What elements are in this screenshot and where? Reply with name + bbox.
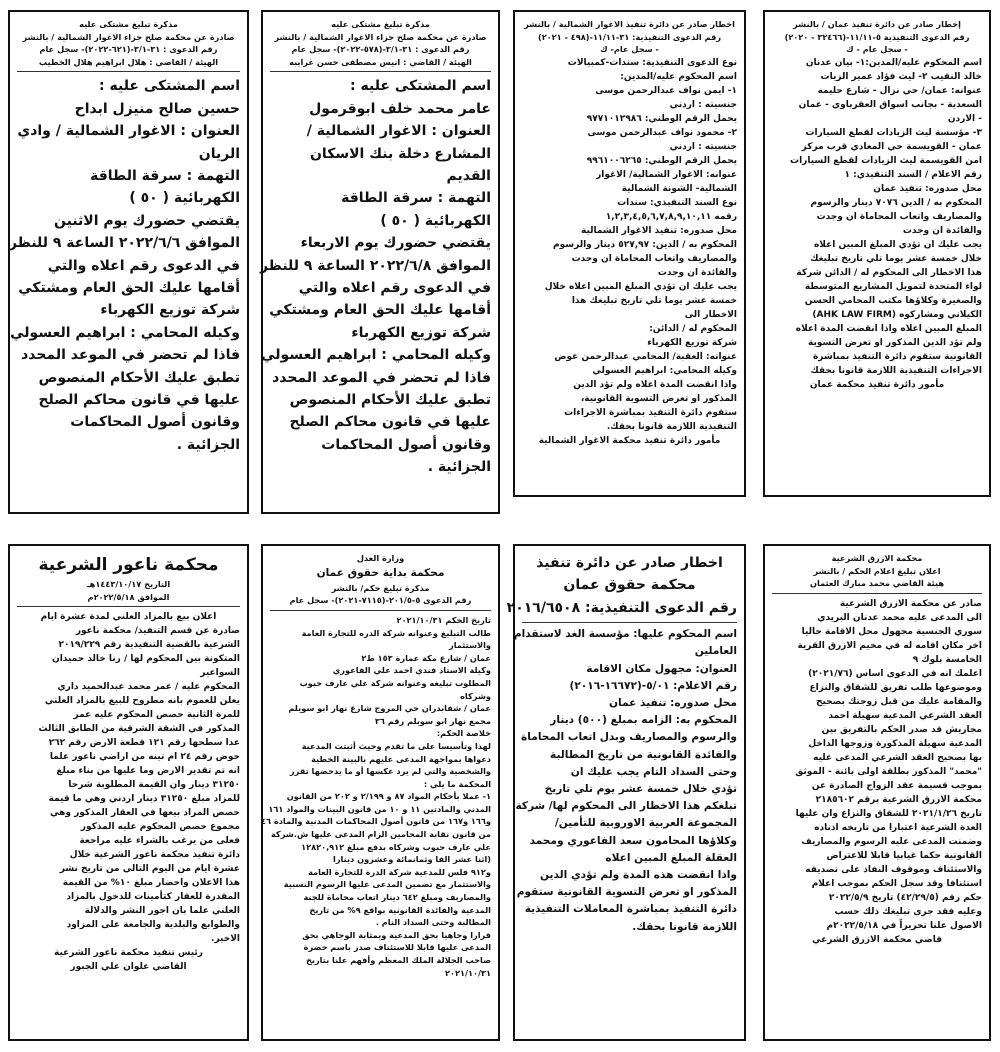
notice-line: والاستثمار مع تضمين المدعى عليها الرسوم النسبية	[283, 879, 491, 890]
notice-line: وحتى السداد التام يجب عليك ان	[570, 765, 737, 778]
notice-line: الاصول علنا تحريراً في ٢٠٢٢/٥/١٨م	[826, 920, 982, 931]
notice-header-line: هيئة القاضي محمد مبارك العثمان	[809, 578, 945, 589]
notice-line: المتكونة بين المحكوم لها / رنا خالد حميدان	[52, 654, 240, 665]
notice-line: ٢- محمود نواف عبدالرحمن موسى	[587, 127, 737, 138]
notice-line: و٩١٢ فلس للمدعية شركة الدرة للتجارة العامة	[308, 866, 491, 877]
notice-line: المحكوم به: الزامه بمبلغ (٥٠٠) دينار	[550, 714, 737, 727]
notice-line: خلال خمسة عشر يوما تلي تاريخ تبليغك	[810, 253, 982, 264]
notice-line: يقتضي حضورك يوم الاثنين	[54, 212, 240, 229]
notice-line: الكهربائية ( ٥٠ )	[380, 212, 491, 229]
notice-line: فعلى من يرغب بالشراء عليه مراجعة	[79, 836, 240, 847]
notice-line: المدعية سهيلة المذكورة وزوجها الداخل	[808, 738, 982, 749]
notice-line: عليها في قانون محاكم الصلح	[38, 392, 240, 409]
notice-line: حوض رقم ٢٤ ام تينه من اراضي ناعور علما	[49, 752, 240, 763]
notice-line: ولم تؤد الدين المذكور او تعرض التسوية	[808, 337, 982, 348]
notice-line: المذكور في الشقة الشرقية من الطابق الثالث	[38, 724, 240, 735]
notice-line: لهذا وتأسيسا على ما تقدم وحيث أثبتت المدعية	[301, 740, 491, 751]
notice-line: اسم المشتكى عليه :	[350, 78, 491, 95]
notice-line: والمقامة عليك من قبل زوجتك بصحيح	[815, 696, 982, 707]
notice-line: تبلغكم هذا الاخطار الى المحكوم لها/ شركة	[515, 800, 737, 813]
notice-line: والرسوم والمصاريف وبدل اتعاب المحاماة	[521, 731, 737, 744]
notice-line: المدعية والفائدة القانونية بواقع ٩% من تاريخ	[309, 904, 491, 915]
notice-line: والمصاريف واتعاب المحاماة ان وجدت	[571, 253, 737, 264]
notice-line: وكلاؤها المحامون سعد الفاعوري ومحمد	[529, 834, 737, 847]
notice-line: ٣١٢٥٠ دينار وان القيمة المطلوبة شرحا	[68, 780, 240, 791]
notice-line: وكيله المحامي : ابراهيم العسولي	[10, 324, 240, 341]
notice-amman-execution	[763, 10, 991, 497]
notice-line: اسم المحكوم عليها: مؤسسة الغد لاستقدام	[513, 628, 737, 641]
notice-line: الخامسة بلوك ٩	[912, 654, 982, 665]
notice-line: صادر عن محكمة الازرق الشرعية	[839, 598, 982, 609]
notice-line: العلني علما بان اجور النشر والدلالة	[84, 906, 240, 917]
notice-line: القانونية حكما غيابيا قابلا للاعتراض	[826, 850, 982, 861]
notice-line: وقانون أصول المحاكمات	[321, 436, 491, 453]
notice-line: ستقوم دائرة التنفيذ بمباشرة الاجراءات	[564, 407, 737, 418]
notice-defendant-summons-hussein	[8, 10, 249, 514]
notice-line: عليها في قانون محاكم الصلح	[289, 414, 491, 431]
notice-line: الجزائية .	[176, 436, 240, 453]
notice-line: رقم الاعلام / السند التنفيذي: ١	[844, 169, 982, 180]
notice-line: ٢٠٢١/١٠/٣١	[445, 967, 491, 978]
notice-line: المحكوم عليه / عمر محمد عبدالحميد داري	[57, 682, 240, 693]
notice-line: طالب التبليغ وعنوانه شركة الدره للتجارة العامة	[301, 627, 491, 638]
notice-title: مذكرة تبليغ مشتكى عليه	[331, 19, 430, 29]
notice-line: والمصاريف واتعاب المحاماة ان وجدت	[816, 211, 982, 222]
notice-line: المبلغ المبين اعلاه واذا انقضت المدة اعلاه	[795, 323, 982, 334]
notice-body	[8, 18, 240, 456]
notice-header-line: رقم الدعوى : ٣١-٣/١-(٦٢١-٢٠٢٢)- سجل عام	[39, 44, 218, 55]
notice-line: العدة الشرعية اعتبارا من تاريخه اذناده	[814, 822, 982, 833]
notice-line: المشارع دخلة بنك الاسكان	[309, 145, 491, 162]
notice-defendant-summons-amer	[261, 10, 500, 514]
notice-north-jordan-valley-execution	[513, 10, 746, 497]
notice-header-line: الهيئة / القاضي : انيس مصطفى حسن غرايبه	[289, 56, 472, 67]
notice-line: صاحب الجلالة الملك المعظم وأفهم علنا بتاريخ	[305, 955, 491, 966]
notice-body	[506, 552, 737, 936]
notice-line: اعلان بيع بالمزاد العلني لمدة عشرة ايام	[40, 612, 217, 623]
notice-line: التهمة : سرقة الطاقة	[341, 190, 491, 207]
notice-line: وقانون أصول المحاكمات	[70, 414, 240, 431]
notice-line: اللازمة قانونا بحقك.	[632, 920, 737, 933]
header-divider	[772, 593, 982, 594]
notice-line: والاستثمار	[448, 640, 491, 651]
notice-line: بها بصحيح العقد الشرعي المدعى عليه	[813, 752, 982, 763]
notice-line: مأمور دائرة تنفيذ محكمة عمان	[809, 379, 945, 390]
notice-line: واذا انقضت هذه المدة ولم تؤدي الدين	[540, 869, 737, 882]
notice-line: اسم المشتكى عليه :	[99, 78, 240, 95]
notice-line: محكمة الازرق الشرعية برقم ٢١٨٥٦٠٢	[815, 794, 982, 805]
notice-header-line: الموافق ٢٠٢٢/٥/١٨م	[87, 591, 170, 602]
notice-line: وشركاه	[460, 690, 491, 701]
notice-line: للمرة الثانية حصص المحكوم عليه عمر	[73, 710, 240, 721]
notice-line: عنوانه: الاغوار الشمالية/ الاغوار	[596, 169, 737, 180]
notice-line: مأمور دائرة تنفيذ محكمة الاغوار الشمالية	[538, 435, 721, 446]
notice-line: شركة توزيع الكهرباء	[351, 324, 491, 341]
notice-line: المدعى عليها قابلا للاستئناف صدر باسم حضرة	[303, 942, 491, 953]
notice-line: امن القويسمة ليث الزيادات لقطع السيارات	[790, 155, 982, 166]
notice-line: قرارا وجاهيا بحق المدعية وبمثابة الوجاهي بحق	[302, 929, 491, 940]
notice-line: مجاريش قد صدر الحكم بالتفريق بين	[821, 724, 982, 735]
notice-header-line: الهيئة / القاضي : هلال ابراهيم هلال الخطيب	[38, 56, 219, 67]
notice-line: فاذا لم تحضر في الموعد المحدد	[21, 347, 240, 364]
notice-title: محكمة ناعور الشرعية	[38, 555, 219, 575]
notice-line: أقامها عليك الحق العام ومشتكي	[269, 302, 491, 319]
notice-line: الموافق ٢٠٢٢/٦/٦ الساعة ٩ للنظر	[8, 235, 240, 252]
notice-header-line: صادرة عن محكمة صلح جزاء الاغوار الشمالية / بالنشر	[22, 31, 235, 42]
notice-header-line: صادرة عن محكمة صلح جزاء الاغوار الشمالية / بالنشر	[274, 31, 487, 42]
notice-line: ١- ايمن نواف عبدالرحمن موسى	[595, 85, 737, 96]
notice-line: الشمالية- الشونة الشمالية	[621, 183, 737, 194]
notice-line: جنسيته : اردني	[669, 141, 737, 152]
notice-line: محل صدوره: تنفيذ الاغوار الشمالية	[580, 225, 737, 236]
notice-line: خالد النقيب ٢- ليث فؤاد عمير الزيات	[820, 71, 982, 82]
notice-line: والفائدة ان وجدت	[657, 267, 737, 278]
notice-line: المدني والمادتين ١١ و ١٠ من قانون البينات والمواد ١٦١	[268, 803, 491, 814]
notice-line: فاذا لم تحضر في الموعد المحدد	[272, 369, 491, 386]
notice-line: اسم المحكوم عليه/المدين:١- بيان عدنان	[805, 57, 982, 68]
notice-line: وكيلة الاستاذ فندي احمد علي الفاعوري	[332, 665, 491, 676]
notice-line: التهمة : سرقة الطاقة	[90, 168, 240, 184]
notice-title: وزارة العدل	[356, 553, 405, 563]
notice-line: حصص المراد بيعها في العقار المذكور وهي	[50, 808, 240, 819]
notice-line: والشخصية والتي لم يرد عكسها أو ما يدحضها تقرر	[289, 766, 491, 777]
header-divider	[522, 622, 737, 623]
notice-line: يجب عليك ان تؤدي المبلغ المبين اعلاه	[813, 239, 982, 250]
notice-line: جنسيته : اردني	[669, 99, 737, 110]
notice-line: انه تم تقدير الارض وما عليها من بناء مبلغ	[56, 766, 240, 777]
notice-line: من قانون نقابة المحامين الزام المدعى عليها ش.شركة	[270, 829, 491, 840]
notice-line: دائرة التنفيذ بمباشرة المعاملات التنفيذية	[524, 903, 737, 916]
notice-line: وضمنت المدعى عليه الرسوم والمصاريف	[801, 836, 982, 847]
notice-line: أقامها عليك الحق العام ومشتكي	[18, 280, 240, 297]
notice-line: والفائدة القانونية من تاريخ المطالبة	[550, 748, 737, 761]
notice-line: دعواها بمواجهة المدعى عليهم بالبينة الخطية	[311, 753, 491, 764]
notice-line: رقمه ١,٢,٣,٤,٥,٦,٧,٨,٩,١٠,١١	[605, 211, 737, 222]
notice-title: مذكرة تبليغ مشتكى عليه	[79, 19, 178, 29]
notice-line: صادرة عن قسم التنفيذ/ محكمة ناعور	[75, 626, 240, 637]
notice-line: خمسة عشر يوما تلي تاريخ تبليغك هذا	[571, 295, 737, 306]
notice-line: الاخير.	[211, 934, 240, 945]
notice-line: اسم المحكوم عليه/المدين:	[620, 71, 737, 82]
notice-header-line: التاريخ ١٤٤٣/١٠/١٧هـ	[86, 579, 171, 589]
notice-line: وكيله المحامي: ابراهيم العسولي	[592, 365, 737, 376]
notice-line: تطبق عليك الأحكام المنصوص	[289, 392, 491, 409]
notice-line: تاريخ الحكم ٢٠٢١/١٠/٣١	[396, 614, 491, 625]
notice-header-line: اعلان تبليغ اعلام الحكم / بالنشر	[813, 565, 941, 576]
notice-line: الريان	[198, 145, 240, 162]
notice-line: رقم الدعوى التنفيذية: ٣١-١١/١١-(٤٩٨ - ٢٠٢١)	[537, 31, 722, 42]
notice-title: محكمة الازرق الشرعية	[831, 553, 923, 563]
notice-header-line: مذكرة تبليغ حكم/ بالنشر	[331, 582, 430, 593]
notice-line: مجموع حصص المحكوم عليه المذكور	[80, 822, 240, 833]
notice-header-line: رقم الدعوى : ٣١-٣/١-(٥٧٨-٢٠٢٢)- سجل عام	[291, 44, 470, 55]
notice-amman-rights-court-execution	[506, 544, 746, 1041]
notice-line: نوع الدعوى التنفيذية: سندات-كمبيالات	[567, 57, 737, 68]
notice-line: الجزائية .	[427, 459, 491, 476]
notice-line: يعلن للعموم بانه مطروح للبيع بالمزاد العلني	[44, 696, 240, 707]
notice-line: رئيس تنفيذ محكمة ناعور الشرعية	[54, 948, 203, 959]
notice-line: عنوانه: عمان/ حي نزال - شارع حليمه	[817, 85, 982, 96]
notice-line: القانونية ستقوم دائرة التنفيذ بمباشرة	[812, 351, 982, 362]
notice-line: الى المدعى عليه محمد عدنان البريدي	[817, 612, 982, 623]
notice-line: تؤدي خلال خمسة عشر يوم تلي تاريخ	[544, 783, 737, 796]
notice-line: العقد الشرعي المدعية سهيلة احمد	[828, 710, 982, 721]
notice-line: العقلة المبلغ المبين اعلاه	[605, 851, 737, 864]
notice-line: المطلوب تبليغه وعنوانه شركة علي عارف حبوب	[299, 677, 491, 688]
notice-line: المحكوم له / الدائن:	[649, 323, 737, 334]
notice-line: شركة توزيع الكهرباء	[100, 302, 240, 319]
notice-line: سوري الجنسية مجهول محل الاقامة حاليا	[801, 626, 982, 637]
notice-line: رقم الدعوى التنفيذية ٥-١١/١١-(٣٢٤٦٦ - ٢٠٢٠)	[784, 31, 970, 42]
notice-body	[261, 552, 491, 979]
notice-line: عمان / شارع مكة عمارة ١٥٣ ط٢	[361, 652, 491, 663]
notice-line: و١٦٦ و١٦٧ من قانون أصول المحاكمات المدنية والمادة ٤٦	[261, 816, 491, 827]
notice-naour-sharia-auction	[8, 544, 249, 1041]
notice-line: قاضي محكمة الازرق الشرعي	[812, 934, 942, 945]
notice-line: رقم الاعلام: ٥/٠١-(١٦٦٧٢-٢٠١٦)	[569, 679, 737, 692]
header-divider	[270, 610, 491, 611]
notice-line: خلاصة الحكم:	[436, 728, 491, 739]
notice-line: الاجراءات التنفيذية اللازمة قانونا بحقك	[810, 365, 982, 376]
notice-line: العنوان : الاغوار الشمالية / وادي	[17, 123, 240, 140]
notice-line: عنوانه: العقبة/ المحامي عبدالرحمن عوض	[554, 351, 737, 362]
notice-line: المجموعة العربية الاوروبية للتأمين/	[554, 817, 737, 830]
notice-line: والمصاريف ومبلغ ٦٤٢ دينار اتعاب محاماة للجنة	[303, 892, 491, 903]
notice-line: تاريخ ٢٠٢١/١/٢٦ للشقاق والنزاع وان عليها	[795, 808, 982, 819]
notice-line: المطالبة وحتى السداد التام .	[375, 917, 491, 928]
notice-line: نوع السند التنفيذي: سندات	[617, 197, 737, 208]
notice-line: المحكوم به / الدين ٧٠٧٦ دينار والرسوم	[810, 197, 982, 208]
notice-line: السواعير	[200, 668, 240, 679]
notice-line: يحمل الرقم الوطني: ٩٩٦١٠٠٦٢٦٥	[586, 155, 737, 166]
notice-line: العنوان: مجهول مكان الاقامة	[586, 662, 737, 675]
notice-line: - الاردن	[947, 113, 982, 124]
notice-line: في الدعوى رقم اعلاه والتي	[47, 257, 240, 274]
notice-line: المحكمة ما يلي :	[423, 778, 491, 789]
notice-line: والفائدة ان وجدت	[902, 225, 982, 236]
notice-body	[772, 552, 982, 947]
notice-body	[522, 18, 737, 448]
notice-line: إخطار صادر عن دائرة تنفيذ عمان / بالنشر	[793, 19, 961, 29]
notice-azraq-sharia-court	[763, 544, 991, 1041]
notice-line: اخطار صادر عن دائرة تنفيذ الاغوار الشمالية / بالنشر	[524, 19, 735, 29]
notice-line: لواء المتحدة لتمويل المشاريع المتوسطة	[804, 281, 982, 292]
notice-line: مجمع نهار ابو سويلم رقم ٣٦	[374, 715, 491, 726]
notice-line: الاخطار الى	[684, 309, 737, 320]
notice-line: في الدعوى رقم اعلاه والتي	[298, 280, 491, 297]
notice-line: العنوان : الاغوار الشمالية /	[306, 123, 491, 140]
notice-line: هذا الاعلان واحضار مبلغ ١٠% من القيمة	[62, 878, 240, 889]
notice-line: الشرعية بالقضية التنفيذية رقم ٢٠١٩/٢٢٩	[58, 640, 240, 651]
notice-line: الكيلاني ومشاركوه (AHK LAW FIRM)	[812, 309, 982, 320]
notice-line: والاستئناف وموقوف النفاذ على تصديقه	[805, 864, 982, 875]
notice-title: اخطار صادر عن دائرة تنفيذ	[536, 555, 723, 571]
notice-line: تطبق عليك الأحكام المنصوص	[38, 369, 240, 386]
notice-line: العاملين	[694, 645, 737, 658]
notice-line: عمان - القويسمة حي المعادي قرب مركز	[801, 141, 982, 152]
notice-header-line: رقم الدعوى ٥-٢٠١/٥-(٧١١٥-٢٠٢١)- سجل عام	[289, 595, 472, 606]
notice-line: وكيله المحامي : ابراهيم العسولي	[261, 347, 491, 364]
notice-line: ١- عملا بأحكام المواد ٨٧ و ٢/١٩٩ و ٢٠٢ من القانون	[286, 791, 491, 802]
notice-line: السعدية - بجانب اسواق العقرباوي - عمان	[798, 99, 982, 110]
notice-line: القديم	[446, 168, 491, 184]
notice-line: - سجل عام - ك	[846, 44, 908, 55]
notice-line: واذا انقضت المدة اعلاه ولم تؤد الدين	[573, 379, 737, 390]
notice-line: عدا سطحها رقم ١٢١ قطعة الارض رقم ٢٦٢	[48, 738, 240, 749]
notice-line: وموضوعها طلب تفريق للشقاق والنزاع	[809, 682, 982, 693]
notice-line: علي عارف حبوب وشركاه بدفع مبلغ ١٢٨٢٠,٩١٢	[301, 841, 491, 852]
notice-amman-first-instance-judgment	[261, 544, 500, 1041]
notice-header-line: محكمة حقوق عمان	[563, 577, 696, 594]
notice-line: التنفيذية اللازمة قانونا بحقك.	[606, 421, 737, 432]
notice-body	[772, 18, 982, 392]
notice-line: يحمل الرقم الوطني: ٩٧٧١٠١٢٩٨٦	[586, 113, 737, 124]
notice-line: المذكور او تعرض التسوية القانونية ستقوم	[516, 886, 737, 899]
notice-line: شركة توزيع الكهرباء	[647, 337, 737, 348]
notice-line: يجب عليك ان تؤدي المبلغ المبين اعلاه خلال	[544, 281, 737, 292]
notice-line: للمزاد مبلغ ٣١٢٥٠ دينار اردني وهي ما قيمة	[48, 794, 240, 805]
header-divider	[17, 606, 240, 607]
notice-line: المذكور او تعرض التسوية القانونية،	[580, 393, 737, 404]
notice-line: ٣- مؤسسة ليث الزيادات لقطع السيارات	[805, 127, 982, 138]
notice-line: والصغيرة وكلاؤها مكتب المحامي الحسن	[804, 295, 982, 306]
notice-body	[17, 552, 240, 974]
notice-line: القاضي علوان علي الجبور	[70, 962, 187, 973]
notice-line: عشرة ايام من اليوم التالي من تاريخ نشر	[59, 864, 240, 875]
notice-line: المحكوم به / الدين: ٥٢٧,٩٧ دينار والرسوم	[553, 239, 737, 250]
notice-line: دائرة تنفيذ محكمة ناعور الشرعية خلال	[69, 850, 240, 861]
notice-line: هذا الاخطار الى المحكوم له / الدائن شركة	[796, 267, 982, 278]
notice-header-line: رقم الدعوى التنفيذية: ٢٠١٦/٦٥٠٨	[506, 599, 737, 616]
notice-line: عمان / شفابدران حي المروج شارع نهار ابو سويلم	[288, 703, 491, 714]
notice-line: الموافق ٢٠٢٢/٦/٨ الساعة ٩ للنظر	[259, 257, 491, 274]
notice-line: حكم رقم (٤٢/٢٩/٥) تاريخ ٢٠٢٢/٥/٩	[828, 892, 982, 903]
notice-line: "محمد" المذكور بطلقة اولى بائنة - الموثق	[795, 766, 982, 777]
notice-line: حسين صالح منيزل ابداح	[74, 100, 240, 117]
notice-line: - سجل عام- ك	[600, 44, 659, 55]
notice-line: وعليه فقد جرى تبليغك ذلك حسب	[834, 906, 982, 917]
notice-line: يقتضي حضورك يوم الاربعاء	[300, 235, 491, 252]
notice-line: محل صدوره: تنفيذ عمان	[873, 183, 982, 194]
notice-line: اخر مكان اقامه له في مخيم الازرق القرية	[797, 640, 982, 651]
header-divider	[17, 71, 240, 72]
notice-line: محل صدوره: تنفيذ عمان	[609, 697, 737, 710]
notice-line: استئنافا وقد سجل الحكم بموجب اعلام	[811, 878, 982, 889]
notice-header-line: محكمة بداية حقوق عمان	[316, 566, 445, 579]
notice-line: الكهربائية ( ٥٠ )	[129, 190, 240, 207]
notice-body	[259, 18, 491, 479]
notice-line: (اثنا عشر الفا وثمانمائة وعشرون دينارا	[333, 854, 491, 865]
notice-line: عامر محمد خلف ابوقرمول	[309, 100, 491, 117]
notice-line: اعلمك انه في الدعوى اساس (٢٠٢١/٧٦)	[808, 668, 982, 679]
notice-line: بموجب قسيمة عقد الزواج الصادرة عن	[811, 780, 982, 791]
header-divider	[270, 71, 491, 72]
notice-line: المقدرة للعقار كتأمينات للدخول بالمزاد	[66, 892, 240, 903]
notice-line: والطوابع والبلدية والجامعة على المزاود	[66, 920, 240, 931]
